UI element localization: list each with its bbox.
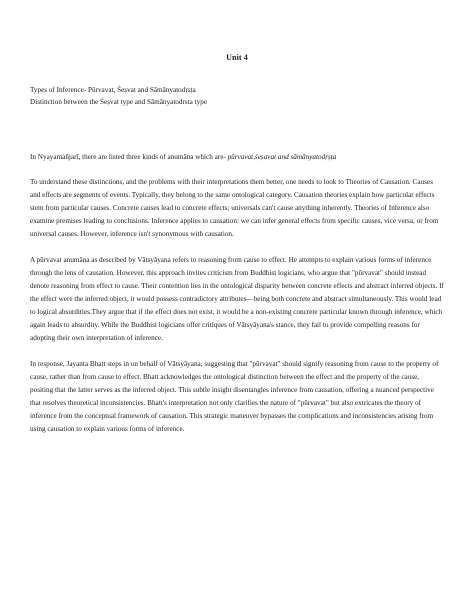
paragraph-purvavat: A pūrvavat anumāna as described by Vātsyāyana refers to reasoning from cause to effect. He attempts to explain various forms of inference through the lens of causation. However, this approach invites criticism from Buddhist logicians, who argue that "pūrvavat" should instead denote reasoning from effect to cause. Their contention lies in the ontological disparity between concrete effects and abstract inferred objects. If the effect were the inferred object, it would possess contradictory attributes—being both concrete and abstract simultaneously. This would lead to logical absurdities.They argue that if the effect does not exist, it would be a non-existing concrete particular known through inference, which again leads to absurdity. While the Buddhist logicians offer critiques of Vātsyāyana's stance, they fail to provide compelling reasons for adopting their own interpretation of inference. <box>30 256 444 342</box>
topic-list <box>30 84 450 108</box>
topic-line-1: Types of Inference- Pūrvavat, Śeṣvat and Sāmānyatodṛṣṭa <box>30 86 196 94</box>
paragraph-jayanta: In response, Jayanta Bhatt steps in on behalf of Vātsyāyana, suggesting that "pūrvavat" should signify reasoning from cause to the property of cause, rather than from cause to effect. Bhatt acknowledges the ontological distinction between the effect and the property of the cause, positing that the latter serves as the inferred object. This subtle insight disentangles inference from causation, offering a nuanced perspective that resolves theoretical inconsistencies. Bhatt's interpretation not only clarifies the nature of "pūrvavat" but also extricates the theory of inference from the conceptual framework of causation. This strategic maneuver bypasses the complications and inconsistencies arising from using causation to explain various forms of inference. <box>30 360 439 433</box>
intro-emphasis: pūrvavat,śeṣavat and sāmānyatodṛṣṭa <box>227 153 337 161</box>
document-body <box>30 151 444 449</box>
paragraph-causation: To understand these distinctions, and the problems with their interpretations them better, one needs to look to Theories of Causation. Causes and effects are segments of events. Typically, they belong to the same ontological category. Causation theories explain how particular effects stem from particular causes. Concrete causes lead to concrete effects; universals can't cause anything inherently. Theories of Inference also examine premises leading to conclusions. Inference applies to causation: we can infer general effects from specific causes, vice versa, or from universal causes. However, inference isn't synonymous with causation. <box>30 178 439 238</box>
page-title: Unit 4 <box>226 53 248 62</box>
topic-line-2: Distinction between the Śeṣvat type and Sāmānyatodrsta type <box>30 98 208 106</box>
intro-text: In Nyayamañjarī, there are listed three kinds of anumāna which are- <box>30 153 228 161</box>
intro-paragraph <box>30 151 444 164</box>
